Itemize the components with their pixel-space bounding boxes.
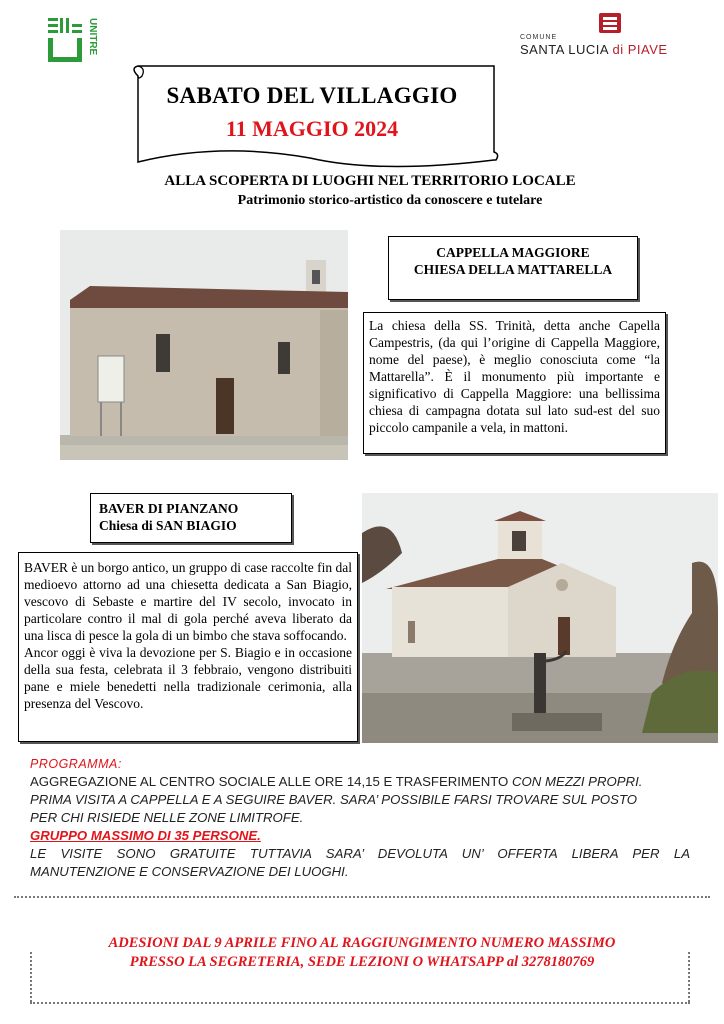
cappella-subtitle: CHIESA DELLA MATTARELLA	[413, 262, 613, 277]
baver-title: BAVER DI PIANZANO	[99, 501, 239, 516]
baver-paragraph: Ancor oggi è viva la devozione per S. Biagio e in occasione della sua festa, celebrata il 3 febbraio, vengono distribuiti pane e miele benedetti nella tradizionale cerimonia, alla presenza del Vescovo.	[24, 645, 352, 711]
event-date: 11 MAGGIO 2024	[225, 116, 399, 141]
programma-line: MANUTENZIONE E CONSERVAZIONE DEI LUOGHI.	[30, 864, 349, 879]
programma-line: AGGREGAZIONE AL CENTRO SOCIALE ALLE ORE 14,15 E TRASFERIMENTO CON MEZZI PROPRI.	[30, 774, 643, 789]
comune-name: SANTA LUCIA di PIAVE	[520, 42, 668, 57]
programma-line: LE VISITE SONO GRATUITE TUTTAVIA SARA’ DEVOLUTA UN’ OFFERTA LIBERA PER LA	[30, 846, 690, 861]
programma-line: PER CHI RISIEDE NELLE ZONE LIMITROFE.	[30, 810, 304, 825]
baver-church-photo	[362, 493, 718, 743]
comune-label: COMUNE	[520, 34, 558, 41]
adesioni-line: PRESSO LA SEGRETERIA, SEDE LEZIONI O WHATSAPP al 3278180769	[129, 954, 595, 970]
programma-heading: PROGRAMMA:	[30, 757, 122, 771]
baver-description	[18, 552, 358, 742]
programma-line: PRIMA VISITA A CAPPELLA E A SEGUIRE BAVER. SARA’ POSSIBILE FARSI TROVARE SUL POSTO	[30, 792, 638, 807]
group-limit-note: GRUPPO MASSIMO DI 35 PERSONE.	[30, 828, 261, 843]
cappella-title: CAPPELLA MAGGIORE	[436, 245, 590, 260]
programma-section	[30, 755, 690, 881]
event-title: SABATO DEL VILLAGGIO	[166, 83, 458, 108]
cappella-title-box	[388, 236, 638, 300]
comune-shield-icon	[598, 12, 622, 34]
cappella-church-photo	[60, 230, 348, 460]
frame-border	[30, 1002, 690, 1004]
unitre-logo-text: UNITRE	[87, 18, 98, 56]
subtitle: ALLA SCOPERTA DI LUOGHI NEL TERRITORIO LOCALE	[164, 173, 576, 189]
baver-paragraph: BAVER è un borgo antico, un gruppo di case raccolte fin dal medioevo attorno ad una chiesetta dedicata a San Biagio, vescovo di Sebaste e martire del IV secolo, invocato in particolare contro il mal di gola perché aveva liberato da una lisca di pesce la gola di un bimbo che stava soffocando.	[24, 560, 352, 643]
baver-subtitle: Chiesa di SAN BIAGIO	[99, 518, 237, 533]
adesioni-line: ADESIONI DAL 9 APRILE FINO AL RAGGIUNGIMENTO NUMERO MASSIMO	[108, 935, 616, 951]
subtitle-secondary: Patrimonio storico-artistico da conoscere e tutelare	[237, 193, 543, 208]
adesioni-notice	[14, 934, 710, 972]
comune-logo	[516, 12, 712, 56]
frame-border	[30, 952, 34, 1002]
unitre-logo	[46, 16, 102, 66]
divider	[14, 896, 710, 898]
cappella-description: La chiesa della SS. Trinità, detta anche Capella Campestris, (da qui l’origine di Cappella Maggiore, nome del paese), è meglio conosciuta come “la Mattarella”. È il monumento più importante e significativo di Cappella Maggiore: una bellissima chiesa di campagna dotata sul lato sud-est del suo piccolo campanile a vela, in mattoni.	[363, 312, 666, 454]
baver-title-box	[90, 493, 292, 543]
frame-border	[688, 952, 692, 1002]
